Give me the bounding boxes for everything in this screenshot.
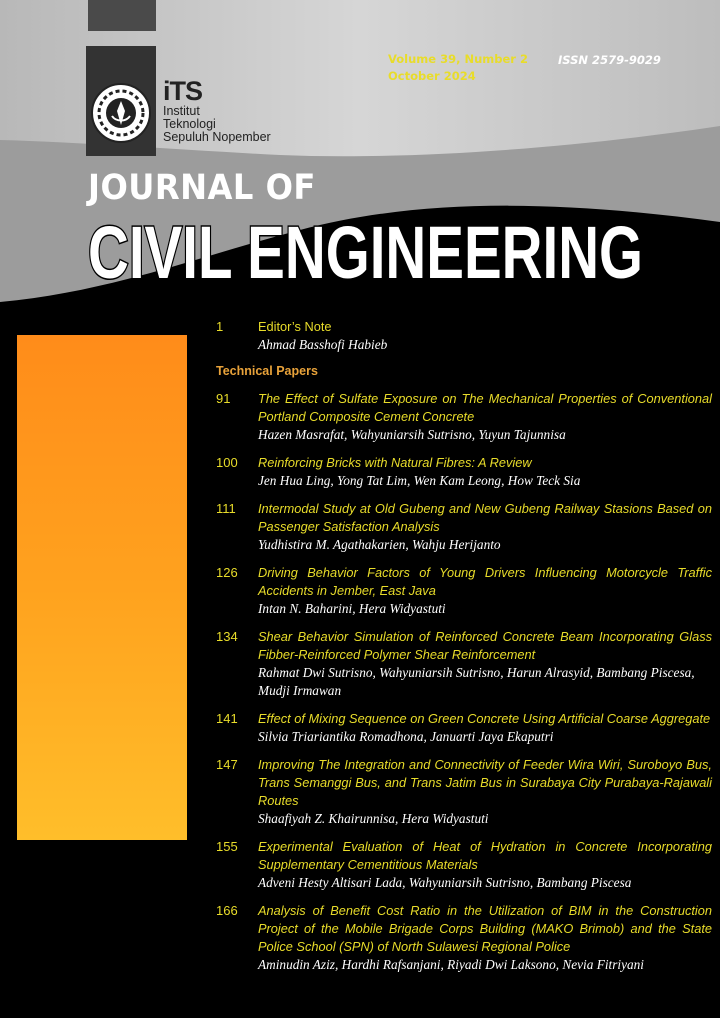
table-of-contents: [216, 318, 712, 974]
toc-authors: Ahmad Basshofi Habieb: [258, 337, 388, 352]
section-heading: Technical Papers: [216, 364, 318, 378]
top-dark-tab: [88, 0, 156, 31]
orange-side-panel: [17, 335, 187, 840]
toc-page-number: 141: [216, 711, 238, 726]
issn-number: ISSN 2579-9029: [558, 53, 661, 67]
institution-name-line-3: Sepuluh Nopember: [163, 130, 271, 144]
toc-title: Experimental Evaluation of Heat of Hydration in Concrete Incorporating Supplementary Cementitious Materials: [258, 839, 712, 872]
toc-title: Improving The Integration and Connectivity of Feeder Wira Wiri, Suroboyo Bus, Trans Semanggi Bus, and Trans Jatim Bus in Surabaya City Purabaya-Rajawali Routes: [258, 757, 712, 808]
masthead-title: [0, 200, 720, 290]
toc-authors: Rahmat Dwi Sutrisno, Wahyuniarsih Sutrisno, Harun Alrasyid, Bambang Piscesa, Mudji Irmawan: [258, 665, 695, 698]
toc-authors: Intan N. Baharini, Hera Widyastuti: [258, 601, 446, 616]
toc-page-number: 155: [216, 839, 238, 854]
toc-authors: Aminudin Aziz, Hardhi Rafsanjani, Riyadi Dwi Laksono, Nevia Fitriyani: [258, 957, 644, 972]
institution-name-line-2: Teknologi: [163, 117, 216, 131]
toc-entry[interactable]: [216, 838, 712, 892]
toc-authors: Yudhistira M. Agathakarien, Wahju Herijanto: [258, 537, 501, 552]
toc-entry[interactable]: [216, 390, 712, 444]
toc-authors: Jen Hua Ling, Yong Tat Lim, Wen Kam Leong, How Teck Sia: [258, 473, 581, 488]
toc-authors: Silvia Triariantika Romadhona, Januarti Jaya Ekaputri: [258, 729, 554, 744]
toc-entry[interactable]: [216, 902, 712, 974]
toc-page-number: 100: [216, 455, 238, 470]
toc-authors: Hazen Masrafat, Wahyuniarsih Sutrisno, Yuyun Tajunnisa: [258, 427, 566, 442]
toc-entry[interactable]: [216, 564, 712, 618]
toc-authors: Shaafiyah Z. Khairunnisa, Hera Widyastuti: [258, 811, 489, 826]
toc-authors: Adveni Hesty Altisari Lada, Wahyuniarsih Sutrisno, Bambang Piscesa: [258, 875, 632, 890]
toc-page-number: 166: [216, 903, 238, 918]
paper-list: [216, 390, 712, 974]
toc-title: Editor’s Note: [258, 319, 332, 334]
its-seal-logo: [90, 82, 152, 144]
toc-entry[interactable]: [216, 628, 712, 700]
toc-title: Reinforcing Bricks with Natural Fibres: A Review: [258, 455, 532, 470]
toc-page-number: 147: [216, 757, 238, 772]
issue-date: October 2024: [388, 69, 476, 83]
institution-name-line-1: Institut: [163, 104, 200, 118]
toc-page-number: 111: [216, 501, 236, 516]
masthead-journal-of: JOURNAL OF: [88, 168, 316, 208]
toc-entry[interactable]: [216, 500, 712, 554]
toc-title: Shear Behavior Simulation of Reinforced Concrete Beam Incorporating Glass Fibber-Reinforced Polymer Shear Reinforcement: [258, 629, 712, 662]
toc-page-number: 134: [216, 629, 238, 644]
masthead-civil-engineering: CIVIL ENGINEERING: [88, 211, 643, 290]
toc-title: Intermodal Study at Old Gubeng and New Gubeng Railway Stasions Based on Passenger Satisfaction Analysis: [258, 501, 712, 534]
toc-page-number: 126: [216, 565, 238, 580]
toc-title: Effect of Mixing Sequence on Green Concrete Using Artificial Coarse Aggregate: [258, 711, 711, 726]
toc-entry-editors-note[interactable]: [216, 318, 712, 354]
toc-entry[interactable]: [216, 756, 712, 828]
toc-page-number: 1: [216, 319, 224, 334]
its-abbreviation: iTS: [163, 76, 203, 106]
toc-title: Driving Behavior Factors of Young Drivers Influencing Motorcycle Traffic Accidents in Jember, East Java: [258, 565, 712, 598]
toc-title: The Effect of Sulfate Exposure on The Mechanical Properties of Conventional Portland Composite Cement Concrete: [258, 391, 712, 424]
toc-entry[interactable]: [216, 454, 712, 490]
toc-page-number: 91: [216, 391, 231, 406]
toc-title: Analysis of Benefit Cost Ratio in the Utilization of BIM in the Construction Project of the Mobile Brigade Corps Building (MAKO Brimob) and the State Police School (SPN) of North Sulawesi Regional Police: [258, 903, 712, 954]
toc-entry[interactable]: [216, 710, 712, 746]
volume-number: Volume 39, Number 2: [388, 52, 528, 66]
